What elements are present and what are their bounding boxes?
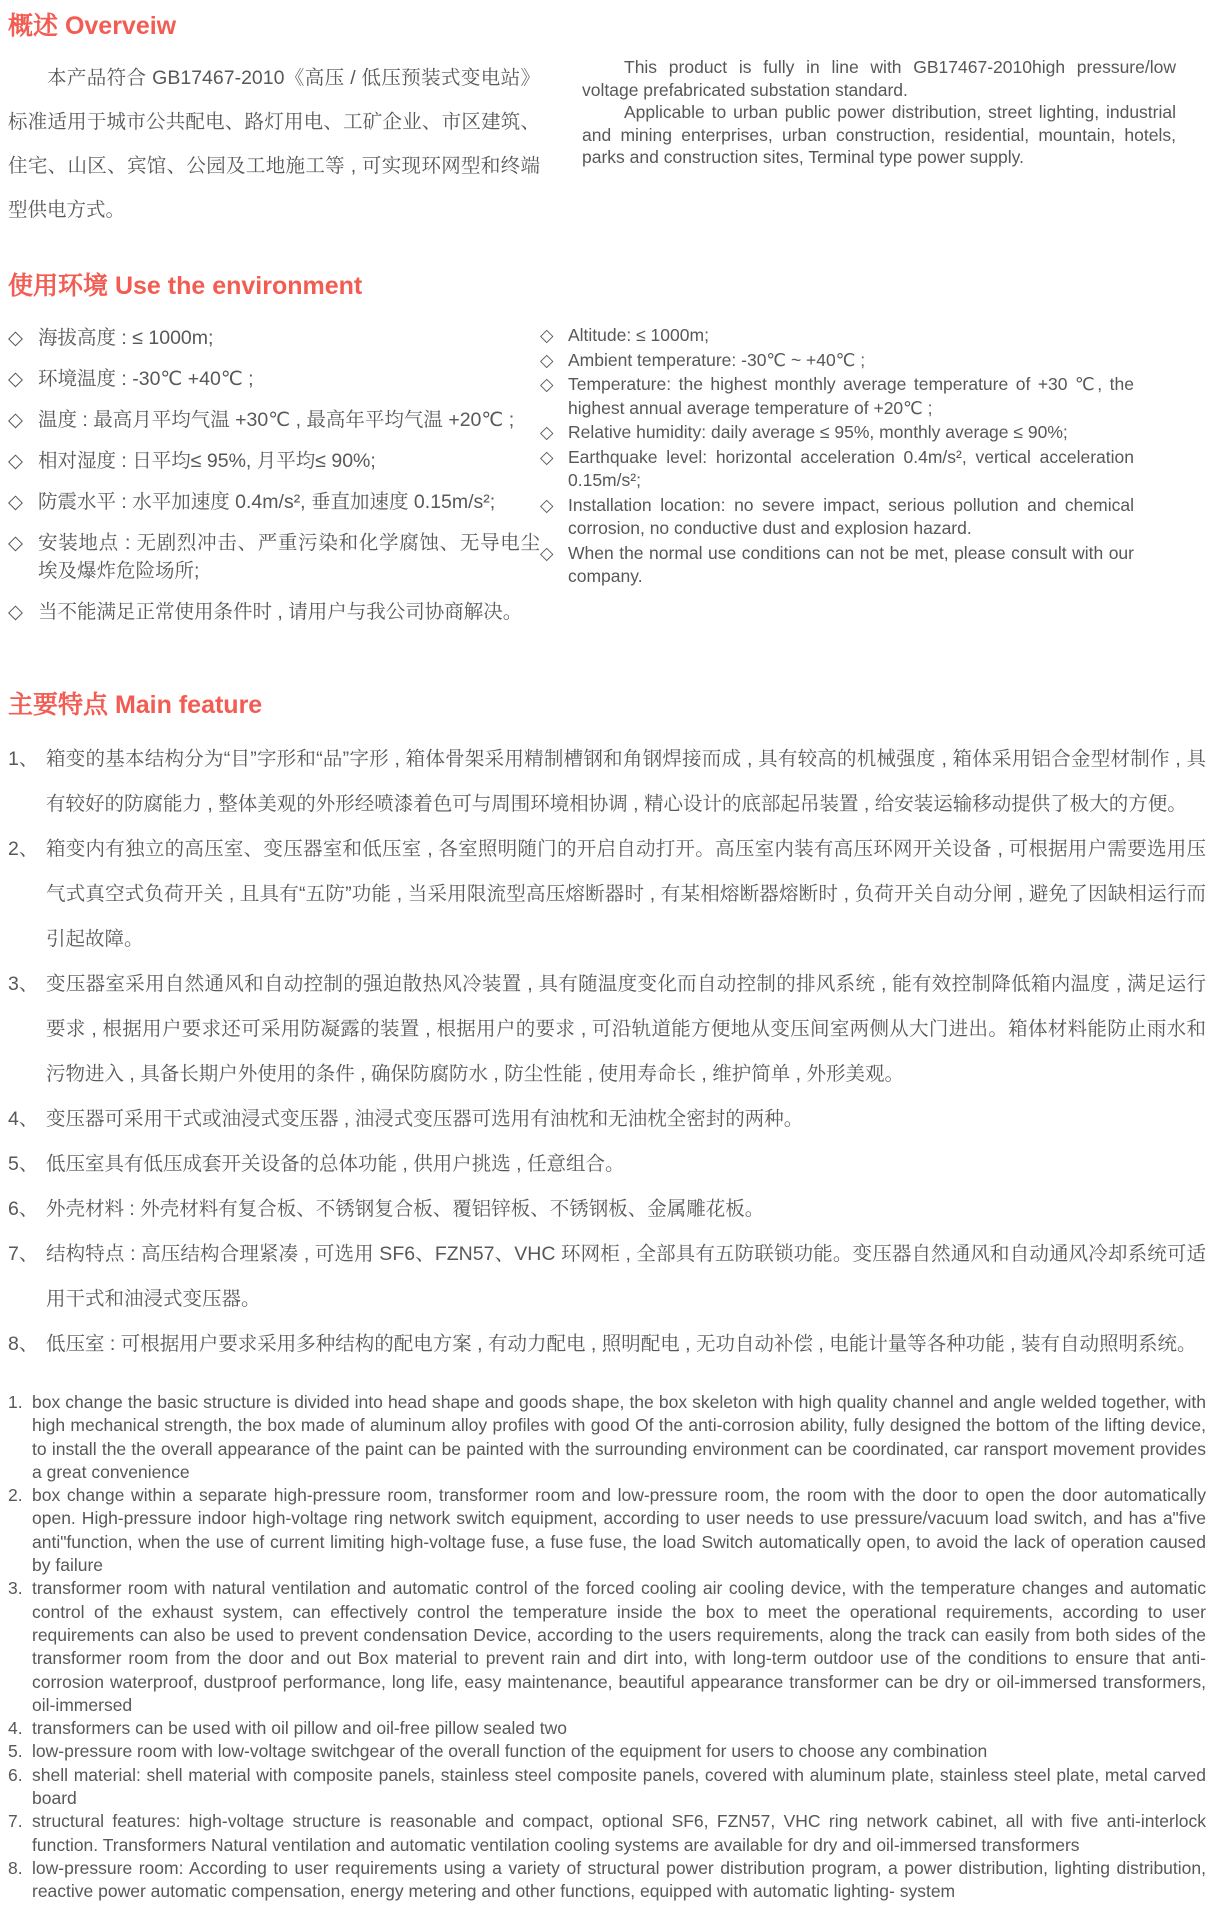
feature-item-text: 低压室 : 可根据用户要求采用多种结构的配电方案 , 有动力配电 , 照明配电 , 无功自动补偿 , 电能计量等各种功能 , 装有自动照明系统。	[46, 1333, 1197, 1355]
environment-item-text: Earthquake level: horizontal acceleration 0.4m/s², vertical acceleration 0.15m/s²;	[568, 446, 1134, 490]
diamond-bullet-icon: ◇	[540, 422, 554, 442]
feature-item-number: 1.	[8, 1392, 23, 1412]
environment-item-text: 温度 : 最高月平均气温 +30℃ , 最高年平均气温 +20℃ ;	[38, 409, 515, 431]
environment-item-text: Ambient temperature: -30℃ ~ +40℃ ;	[568, 349, 866, 370]
environment-columns	[8, 324, 1206, 639]
feature-item-number: 8.	[8, 1857, 23, 1878]
feature-item-text: 低压室具有低压成套开关设备的总体功能 , 供用户挑选 , 任意组合。	[46, 1153, 625, 1175]
environment-list-item	[8, 598, 540, 626]
environment-item-text: 海拔高度 : ≤ 1000m;	[38, 327, 214, 349]
feature-list-item	[8, 1142, 1206, 1187]
diamond-bullet-icon: ◇	[8, 601, 23, 623]
feature-item-text: shell material: shell material with composite panels, stainless steel composite panels, covered with aluminum plate, stainless steel plate, metal carved board	[32, 1764, 1206, 1809]
feature-list-item	[8, 1717, 1206, 1740]
main-feature-section	[8, 685, 1206, 1904]
feature-list-item	[8, 737, 1206, 827]
environment-item-text: 相对湿度 : 日平均≤ 95%, 月平均≤ 90%;	[38, 450, 376, 472]
feature-list-item	[8, 962, 1206, 1097]
diamond-bullet-icon: ◇	[540, 494, 554, 515]
feature-item-text: 外壳材料 : 外壳材料有复合板、不锈钢复合板、覆铝锌板、不锈钢板、金属雕花板。	[46, 1198, 765, 1220]
feature-list-item	[8, 1810, 1206, 1857]
environment-list-item	[540, 494, 1134, 541]
feature-english-list	[8, 1391, 1206, 1904]
feature-list-item	[8, 1232, 1206, 1322]
feature-item-number: 6、	[8, 1198, 39, 1220]
feature-item-text: 变压器室采用自然通风和自动控制的强迫散热风冷装置 , 具有随温度变化而自动控制的排风系统 , 能有效控制降低箱内温度 , 满足运行要求 , 根据用户要求还可采用防凝露的装置 , 根据用户的要求 , 可沿轨道能方便地从变压间室两侧从大门进出。箱体材料能防止雨水和污物进入 , 具备长期户外使用的条件 , 确保防腐防水 , 防尘性能 , 使用寿命长 , 维护简单 , 外形美观。	[46, 973, 1206, 1085]
environment-list-item	[8, 406, 540, 434]
feature-item-number: 5.	[8, 1741, 23, 1762]
environment-item-text: 防震水平 : 水平加速度 0.4m/s², 垂直加速度 0.15m/s²;	[38, 491, 496, 513]
main-feature-heading: 主要特点 Main feature	[8, 691, 263, 719]
feature-item-number: 1、	[8, 748, 39, 770]
feature-item-number: 2.	[8, 1485, 23, 1506]
feature-list-item	[8, 1577, 1206, 1717]
environment-item-text: Installation location: no severe impact, serious pollution and chemical corrosion, no conductive dust and explosion hazard.	[568, 494, 1134, 538]
diamond-bullet-icon: ◇	[8, 409, 23, 431]
environment-list-item	[8, 447, 540, 475]
environment-list-item	[8, 529, 540, 585]
feature-list-item	[8, 1857, 1206, 1904]
feature-item-number: 3.	[8, 1578, 23, 1599]
feature-list-item	[8, 1484, 1206, 1577]
environment-list-item	[540, 373, 1134, 420]
overview-english-paragraph: Applicable to urban public power distribution, street lighting, industrial and mining enterprises, urban construction, residential, mountain, hotels, parks and construction sites, Terminal type power supply.	[582, 102, 1176, 167]
diamond-bullet-icon: ◇	[8, 491, 23, 513]
feature-item-number: 7、	[8, 1243, 39, 1265]
feature-item-number: 5、	[8, 1153, 39, 1175]
feature-list-item	[8, 1764, 1206, 1811]
feature-list-item	[8, 1391, 1206, 1484]
environment-item-text: 环境温度 : -30℃ +40℃ ;	[38, 368, 254, 390]
overview-english-paragraph: This product is fully in line with GB17467-2010high pressure/low voltage prefabricated substation standard.	[582, 57, 1176, 100]
environment-list-item	[540, 446, 1134, 493]
overview-chinese-paragraph: 本产品符合 GB17467-2010《高压 / 低压预装式变电站》标准适用于城市公共配电、路灯用电、工矿企业、市区建筑、住宅、山区、宾馆、公园及工地施工等 , 可实现环网型和终端型供电方式。	[8, 67, 540, 221]
feature-item-text: 变压器可采用干式或油浸式变压器 , 油浸式变压器可选用有油枕和无油枕全密封的两种。	[46, 1108, 804, 1130]
diamond-bullet-icon: ◇	[540, 374, 554, 394]
feature-list-item	[8, 1322, 1206, 1367]
feature-chinese-list	[8, 737, 1206, 1367]
feature-item-text: transformers can be used with oil pillow and oil-free pillow sealed two	[32, 1718, 567, 1739]
environment-list-item	[8, 488, 540, 516]
feature-item-number: 3、	[8, 973, 39, 995]
environment-item-text: 当不能满足正常使用条件时 , 请用户与我公司协商解决。	[38, 601, 523, 623]
environment-list-item	[540, 421, 1134, 445]
diamond-bullet-icon: ◇	[8, 532, 23, 554]
diamond-bullet-icon: ◇	[8, 327, 23, 349]
environment-item-text: When the normal use conditions can not be met, please consult with our company.	[568, 542, 1134, 586]
environment-chinese-list	[8, 324, 540, 639]
diamond-bullet-icon: ◇	[8, 450, 23, 472]
feature-item-number: 2、	[8, 838, 39, 860]
feature-item-text: 结构特点 : 高压结构合理紧凑 , 可选用 SF6、FZN57、VHC 环网柜 , 全部具有五防联锁功能。变压器自然通风和自动通风冷却系统可适用干式和油浸式变压器。	[46, 1243, 1206, 1310]
feature-item-text: low-pressure room: According to user requirements using a variety of structural power distribution program, a power distribution, lighting distribution, reactive power automatic compensation, energy metering and other functions, equipped with automatic lighting- system	[32, 1857, 1206, 1902]
feature-item-number: 8、	[8, 1333, 39, 1355]
environment-list-item	[8, 365, 540, 393]
diamond-bullet-icon: ◇	[540, 542, 554, 563]
environment-heading: 使用环境 Use the environment	[8, 272, 363, 300]
environment-list-item	[8, 324, 540, 352]
diamond-bullet-icon: ◇	[540, 349, 554, 370]
feature-item-text: 箱变的基本结构分为“目”字形和“品”字形 , 箱体骨架采用精制槽钢和角钢焊接而成 , 具有较高的机械强度 , 箱体采用铝合金型材制作 , 具有较好的防腐能力 , 整体美观的外形经喷漆着色可与周围环境相协调 , 精心设计的底部起吊装置 , 给安装运输移动提供了极大的方便。	[46, 748, 1206, 815]
feature-item-text: low-pressure room with low-voltage switchgear of the overall function of the equipment for users to choose any combination	[32, 1741, 988, 1762]
feature-list-item	[8, 1740, 1206, 1763]
feature-list-item	[8, 1187, 1206, 1232]
diamond-bullet-icon: ◇	[540, 446, 554, 467]
feature-list-item	[8, 827, 1206, 962]
feature-item-text: structural features: high-voltage structure is reasonable and compact, optional SF6, FZN57, VHC ring network cabinet, all with five anti-interlock function. Transformers Natural ventilation and automatic ventilation cooling systems are available for dry and oil-immersed transformers	[32, 1811, 1206, 1855]
feature-item-text: box change the basic structure is divided into head shape and goods shape, the box skeleton with high quality channel and angle welded together, with high mechanical strength, the box made of aluminum alloy profiles with good Of the anti-corrosion ability, fully designed the bottom of the lifting device, to install the the overall appearance of the paint can be painted with the surrounding environment can be coordinated, car ransport movement provides a great convenience	[32, 1392, 1206, 1482]
environment-item-text: Relative humidity: daily average ≤ 95%, monthly average ≤ 90%;	[568, 422, 1068, 442]
overview-heading: 概述 Overveiw	[8, 12, 177, 40]
overview-english-column	[582, 56, 1176, 169]
diamond-bullet-icon: ◇	[540, 325, 554, 345]
feature-item-text: 箱变内有独立的高压室、变压器室和低压室 , 各室照明随门的开启自动打开。高压室内装有高压环网开关设备 , 可根据用户需要选用压气式真空式负荷开关 , 且具有“五防”功能 , 当采用限流型高压熔断器时 , 有某相熔断器熔断时 , 负荷开关自动分闸 , 避免了因缺相运行而引起故障。	[46, 838, 1206, 950]
environment-item-text: Temperature: the highest monthly average temperature of +30 ℃, the highest annual average temperature of +20℃ ;	[568, 374, 1134, 418]
diamond-bullet-icon: ◇	[8, 368, 23, 390]
overview-section	[8, 6, 1206, 232]
feature-item-text: transformer room with natural ventilation and automatic control of the forced cooling air cooling device, with the temperature changes and automatic control of the exhaust system, can effectively control the temperature inside the box to meet the operational requirements, according to user requirements can also be used to prevent condensation Device, according to the users requirements, along the track can easily from both sides of the transformer room from the door and out Box material to prevent rain and dirt into, with long-term outdoor use of the conditions to ensure that anti-corrosion waterproof, dustproof performance, long life, easy maintenance, beautiful appearance transformer can be dry or oil-immersed transformers, oil-immersed	[32, 1578, 1206, 1715]
feature-list-item	[8, 1097, 1206, 1142]
environment-list-item	[540, 349, 1134, 373]
environment-list-item	[540, 542, 1134, 589]
overview-chinese-column	[8, 56, 540, 232]
environment-item-text: Altitude: ≤ 1000m;	[568, 325, 709, 345]
feature-item-text: box change within a separate high-pressure room, transformer room and low-pressure room, the room with the door to open the door automatically open. High-pressure indoor high-voltage ring network switch equipment, according to user needs to use pressure/vacuum load switch, and has a"five anti"function, when the use of current limiting high-voltage fuse, a fuse fuse, the load Switch automatically open, to avoid the lack of operation caused by failure	[32, 1485, 1206, 1576]
environment-list-item	[540, 324, 1134, 348]
feature-item-number: 7.	[8, 1811, 23, 1832]
feature-item-number: 4、	[8, 1108, 39, 1130]
environment-item-text: 安装地点 : 无剧烈冲击、严重污染和化学腐蚀、无导电尘埃及爆炸危险场所;	[38, 532, 540, 582]
overview-columns	[8, 56, 1206, 232]
environment-english-list	[540, 324, 1134, 590]
environment-section	[8, 266, 1206, 639]
feature-item-number: 4.	[8, 1718, 23, 1739]
feature-item-number: 6.	[8, 1764, 23, 1785]
